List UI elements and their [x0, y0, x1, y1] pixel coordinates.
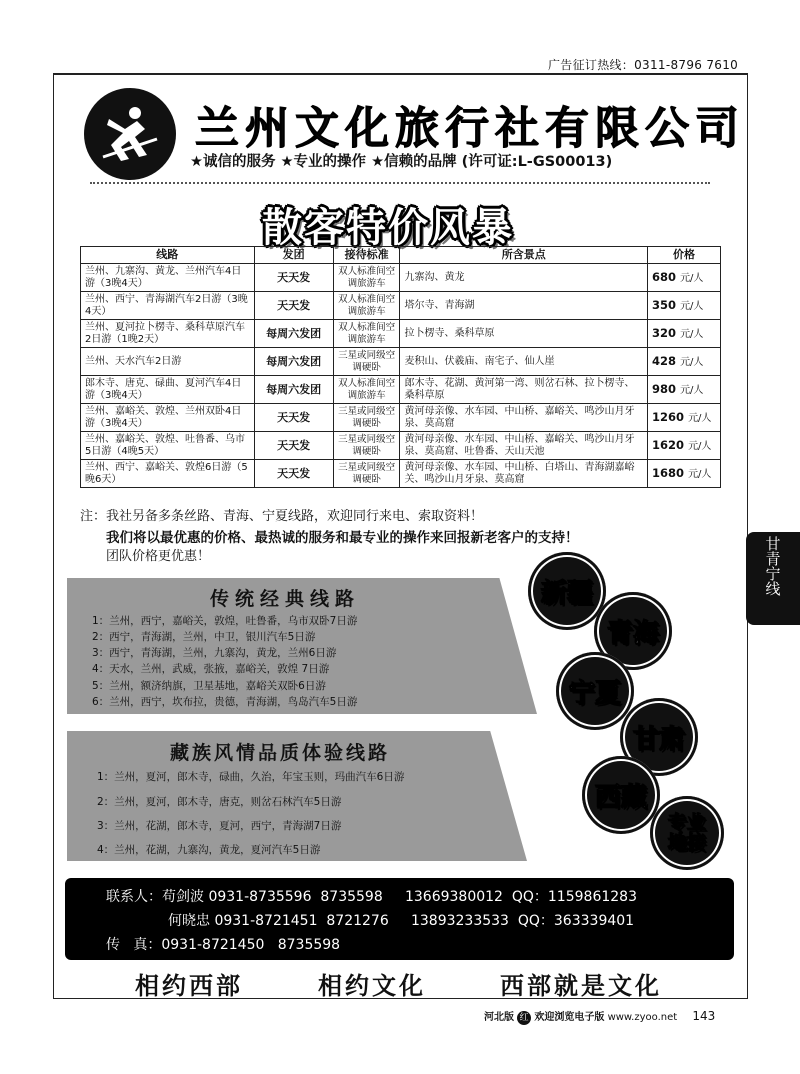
depart-cell: 天天发: [254, 264, 333, 292]
standard-cell: 双人标准间空调旅游车: [333, 292, 400, 320]
depart-cell: 天天发: [254, 460, 333, 488]
page-number: 143: [692, 1009, 716, 1023]
dotted-divider: [90, 182, 710, 184]
price-cell: [648, 460, 721, 488]
standard-cell: 三星或同级空调硬卧: [333, 348, 400, 376]
price-cell: [648, 348, 721, 376]
standard-cell: 双人标准间空调旅游车: [333, 264, 400, 292]
col-standard: 接待标准: [333, 247, 400, 264]
list-item: 1：兰州，西宁，嘉峪关，敦煌，吐鲁番，乌市双卧7日游: [92, 615, 358, 627]
table-row: [81, 264, 721, 292]
footer-slogan-2: 相约文化: [318, 972, 426, 1000]
classic-routes-title: 传统经典线路: [210, 588, 361, 610]
route-cell: 兰州、九寨沟、黄龙、兰州汽车4日游（3晚4天）: [81, 264, 255, 292]
side-tab-char: 青: [765, 550, 781, 568]
depart-cell: 天天发: [254, 432, 333, 460]
standard-cell: 双人标准间空调旅游车: [333, 320, 400, 348]
list-item: 4：天水，兰州，武威，张掖，嘉峪关，敦煌 7日游: [92, 663, 330, 675]
col-depart: 发团: [254, 247, 333, 264]
price-value: 320: [652, 325, 677, 340]
badge-label: 专业地接: [667, 812, 706, 854]
table-row: [81, 404, 721, 432]
price-value: 1680: [652, 465, 685, 480]
depart-cell: 天天发: [254, 404, 333, 432]
route-cell: 兰州、西宁、嘉峪关、敦煌6日游（5晚6天）: [81, 460, 255, 488]
commitment-text: 我们将以最优惠的价格、最热诚的服务和最专业的操作来回报新老客户的支持！: [106, 530, 579, 546]
spots-cell: 塔尔寺、青海湖: [400, 292, 648, 320]
badge-xinjiang: [528, 552, 606, 630]
side-tab-char: 线: [765, 580, 781, 598]
badge-label: 西藏: [594, 782, 647, 813]
price-unit: 元/人: [688, 440, 712, 452]
skier-logo-graphic: [95, 99, 165, 169]
list-item: 2：兰州，夏河，郎木寺，唐克，则岔石林汽车5日游: [97, 796, 342, 808]
badge-label: 甘肃: [632, 724, 685, 755]
price-cell: [648, 292, 721, 320]
price-unit: 元/人: [680, 328, 704, 340]
side-tab-char: 甘: [765, 535, 781, 553]
badge-local-reception: [650, 796, 724, 870]
price-value: 980: [652, 381, 677, 396]
price-unit: 元/人: [680, 384, 704, 396]
website-link[interactable]: www.zyoo.net: [607, 1012, 678, 1023]
standard-cell: 三星或同级空调硬卧: [333, 460, 400, 488]
footer-info: [484, 1008, 715, 1025]
company-name: 兰州文化旅行社有限公司: [195, 103, 745, 154]
company-slogan: ★诚信的服务 ★专业的操作 ★信赖的品牌 (许可证:L-GS00013): [190, 154, 613, 170]
price-cell: [648, 432, 721, 460]
col-spots: 所含景点: [400, 247, 648, 264]
edition-label: 河北版: [484, 1012, 514, 1023]
price-unit: 元/人: [680, 356, 704, 368]
list-item: 5：兰州，额济纳旗，卫星基地，嘉峪关双卧6日游: [92, 680, 326, 692]
depart-cell: 每周六发团: [254, 320, 333, 348]
standard-cell: 三星或同级空调硬卧: [333, 404, 400, 432]
welcome-text: 欢迎浏览电子版: [534, 1012, 605, 1023]
price-value: 1260: [652, 409, 685, 424]
group-discount-text: 团队价格更优惠！: [106, 549, 211, 564]
price-value: 350: [652, 297, 677, 312]
route-cell: 兰州、天水汽车2日游: [81, 348, 255, 376]
spots-cell: 麦积山、伏羲庙、南宅子、仙人崖: [400, 348, 648, 376]
table-row: [81, 320, 721, 348]
depart-cell: 每周六发团: [254, 348, 333, 376]
table-row: [81, 432, 721, 460]
list-item: 1：兰州，夏河，郎木寺，碌曲，久治，年宝玉则，玛曲汽车6日游: [97, 771, 405, 783]
contact-line-1: 联系人：苟剑波 0931-8735596 8735598 13669380012 QQ：1159861283: [106, 889, 637, 905]
table-row: [81, 348, 721, 376]
route-cell: 兰州、夏河拉卜楞寺、桑科草原汽车2日游（1晚2天）: [81, 320, 255, 348]
tibetan-routes-title: 藏族风情品质体验线路: [170, 742, 391, 764]
standard-cell: 双人标准间空调旅游车: [333, 376, 400, 404]
table-row: [81, 460, 721, 488]
spots-cell: 黄河母亲像、水车园、中山桥、嘉峪关、鸣沙山月牙泉、莫高窟: [400, 404, 648, 432]
headline-special-offer: 散客特价风暴: [262, 205, 514, 251]
table-header-row: [81, 247, 721, 264]
spots-cell: 黄河母亲像、水车园、中山桥、嘉峪关、鸣沙山月牙泉、莫高窟、吐鲁番、天山天池: [400, 432, 648, 460]
col-price: 价格: [648, 247, 721, 264]
list-item: 4：兰州，花湖，九寨沟，黄龙，夏河汽车5日游: [97, 844, 321, 856]
spots-cell: 黄河母亲像、水车园、中山桥、白塔山、青海湖嘉峪关、鸣沙山月牙泉、莫高窟: [400, 460, 648, 488]
route-cell: 兰州、嘉峪关、敦煌、兰州双卧4日游（3晚4天）: [81, 404, 255, 432]
depart-cell: 天天发: [254, 292, 333, 320]
list-item: 3：兰州，花湖，郎木寺，夏河，西宁，青海湖7日游: [97, 820, 342, 832]
price-unit: 元/人: [688, 468, 712, 480]
badge-ningxia: [556, 652, 634, 730]
list-item: 6：兰州，西宁，坎布拉，贵德，青海湖，鸟岛汽车5日游: [92, 696, 358, 708]
side-tab-char: 宁: [765, 565, 781, 583]
spots-cell: 九寨沟、黄龙: [400, 264, 648, 292]
fax-line: 传 真：0931-8721450 8735598: [106, 937, 341, 953]
edition-mark-icon: 红: [517, 1011, 531, 1025]
spots-cell: 拉卜楞寺、桑科草原: [400, 320, 648, 348]
footer-slogan-3: 西部就是文化: [500, 972, 662, 1000]
route-cell: 兰州、西宁、青海湖汽车2日游（3晚4天）: [81, 292, 255, 320]
price-cell: [648, 264, 721, 292]
price-cell: [648, 376, 721, 404]
badge-label: 宁夏: [568, 678, 621, 709]
price-unit: 元/人: [680, 272, 704, 284]
note-text: 注：我社另备多条丝路、青海、宁夏线路，欢迎同行来电、索取资料！: [80, 509, 484, 524]
list-item: 3：西宁，青海湖，兰州，九寨沟，黄龙，兰州6日游: [92, 647, 337, 659]
contact-line-2: 何晓忠 0931-8721451 8721276 13893233533 QQ：363339401: [168, 913, 635, 929]
price-value: 680: [652, 269, 677, 284]
route-cell: 兰州、嘉峪关、敦煌、吐鲁番、乌市5日游（4晚5天）: [81, 432, 255, 460]
badge-xizang: [582, 756, 660, 834]
list-item: 2：西宁，青海湖，兰州，中卫，银川汽车5日游: [92, 631, 316, 643]
spots-cell: 郎木寺、花湖、黄河第一湾、则岔石林、拉卜楞寺、桑科草原: [400, 376, 648, 404]
standard-cell: 三星或同级空调硬卧: [333, 432, 400, 460]
depart-cell: 每周六发团: [254, 376, 333, 404]
badge-label: 青海: [606, 618, 659, 649]
footer-slogan-1: 相约西部: [135, 972, 243, 1000]
price-cell: [648, 320, 721, 348]
price-unit: 元/人: [688, 412, 712, 424]
col-route: 线路: [81, 247, 255, 264]
side-tab-region: [746, 532, 800, 625]
price-value: 428: [652, 353, 677, 368]
table-row: [81, 292, 721, 320]
price-cell: [648, 404, 721, 432]
price-value: 1620: [652, 437, 685, 452]
table-row: [81, 376, 721, 404]
skier-logo-icon: [84, 88, 176, 180]
price-unit: 元/人: [680, 300, 704, 312]
badge-label: 新疆: [540, 578, 593, 609]
price-table: [80, 246, 721, 488]
route-cell: 郎木寺、唐克、碌曲、夏河汽车4日游（3晚4天）: [81, 376, 255, 404]
ad-hotline: 广告征订热线：0311-8796 7610: [548, 58, 739, 72]
